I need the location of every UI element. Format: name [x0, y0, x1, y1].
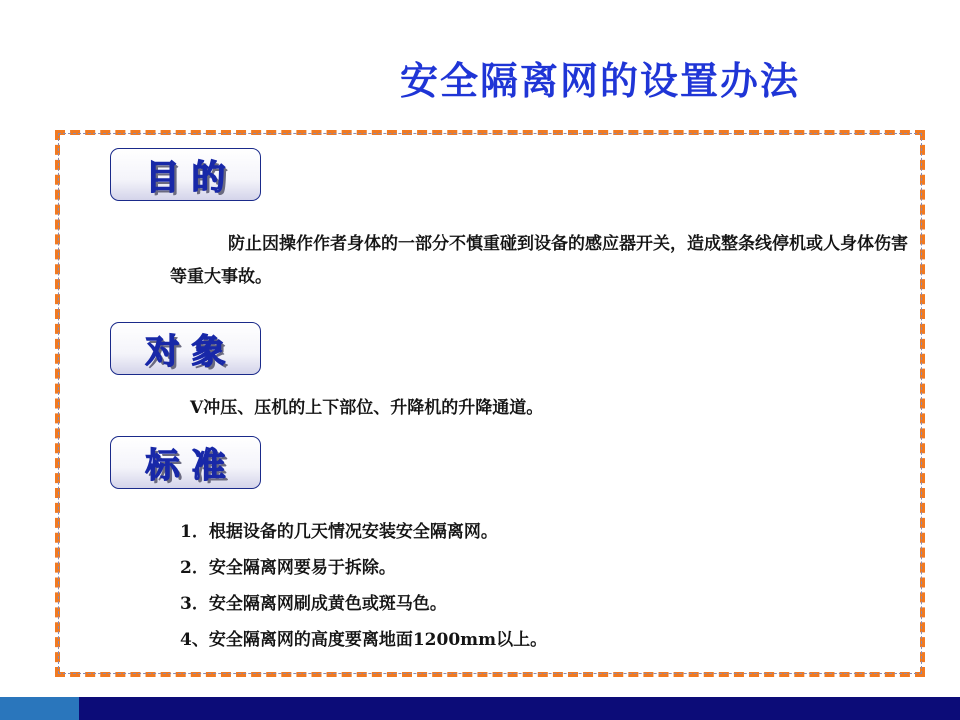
footer-bar-accent	[0, 697, 79, 720]
section-tag-target-label: 对象	[145, 332, 238, 372]
standard-item-1: 1．根据设备的几天情况安装安全隔离网。	[180, 522, 498, 542]
standard-list	[180, 514, 547, 658]
standard-item-4: 4、安全隔离网的高度要离地面1200mm以上。	[180, 630, 548, 650]
section-tag-standard-label: 标准	[145, 446, 238, 486]
standard-item-2: 2．安全隔离网要易于拆除。	[180, 558, 396, 578]
standard-item-3: 3．安全隔离网刷成黄色或斑马色。	[180, 594, 447, 614]
section-tag-standard	[110, 436, 261, 489]
footer-bar	[79, 697, 960, 720]
slide-title: 安全隔离网的设置办法	[400, 59, 801, 103]
section-tag-target	[110, 322, 261, 375]
purpose-text: 防止因操作作者身体的一部分不慎重碰到设备的感应器开关，造成整条线停机或人身体伤害等重大事故。	[170, 234, 908, 287]
section-tag-purpose	[110, 148, 261, 201]
target-text: V冲压、压机的上下部位、升降机的升降通道。	[190, 398, 544, 418]
section-tag-purpose-label: 目的	[145, 158, 238, 198]
